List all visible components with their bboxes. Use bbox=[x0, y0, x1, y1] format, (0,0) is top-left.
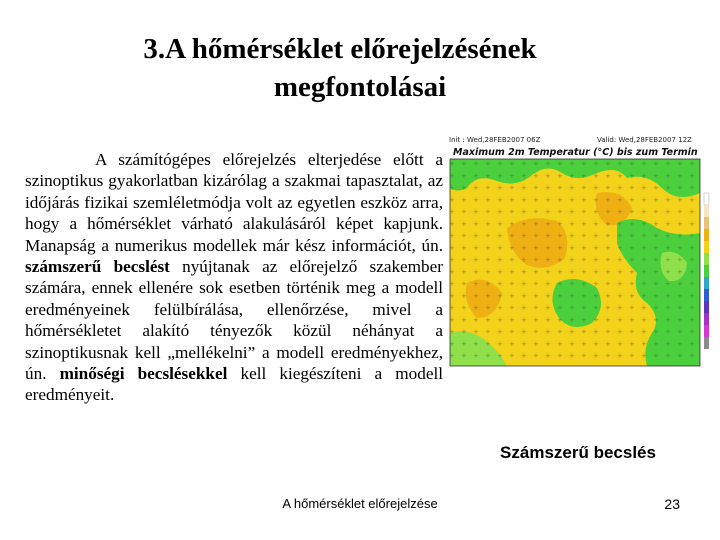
body-text-part-3: kell kiegészíteni a modell eredményeit. bbox=[25, 364, 443, 405]
temperature-forecast-map bbox=[447, 133, 717, 368]
body-bold-qualitative-estimate: minőségi becslésekkel bbox=[59, 364, 228, 384]
body-text-part-1: A számítógépes előrejelzés elterjedése előtt a szinoptikus gyakorlatban kizárólag a szakmai tapasztalat, az időjárás fizikai szemléletmódja volt az egyetlen eszköz arra, hogy a hőmérséklet várható alakulásáról képet kapjunk. Manapság a numerikus modellek már kész információt, ún. bbox=[25, 150, 443, 255]
body-paragraph bbox=[25, 149, 443, 406]
map-color-scale bbox=[704, 193, 709, 349]
body-bold-numeric-estimate: számszerű becslést bbox=[25, 257, 170, 277]
page-number: 23 bbox=[664, 496, 680, 512]
map-init-text: Init : Wed,28FEB2007 06Z bbox=[449, 136, 541, 144]
title-line-2: megfontolásai bbox=[273, 71, 447, 103]
map-title-text: Maximum 2m Temperatur (°C) bis zum Termin bbox=[453, 147, 698, 158]
map-caption: Számszerű becslés bbox=[500, 443, 656, 462]
slide-footer: A hőmérséklet előrejelzése bbox=[282, 496, 438, 511]
map-valid-text: Valid: Wed,28FEB2007 12Z bbox=[597, 136, 692, 144]
slide-title bbox=[60, 30, 660, 106]
map-field bbox=[450, 159, 700, 366]
title-line-1: 3.A hőmérséklet előrejelzésének bbox=[143, 33, 537, 65]
body-text-part-2: nyújtanak az előrejelző szakember számára, ennek ellenére sok esetben történik meg a modell eredményeinek felülbírálása, ellenőrzése, mivel a hőmérsékletet alakító tényezők közül néhányat a szinoptikusnak kell „mellékelni” a modell eredményekhez, ún. bbox=[25, 257, 443, 384]
